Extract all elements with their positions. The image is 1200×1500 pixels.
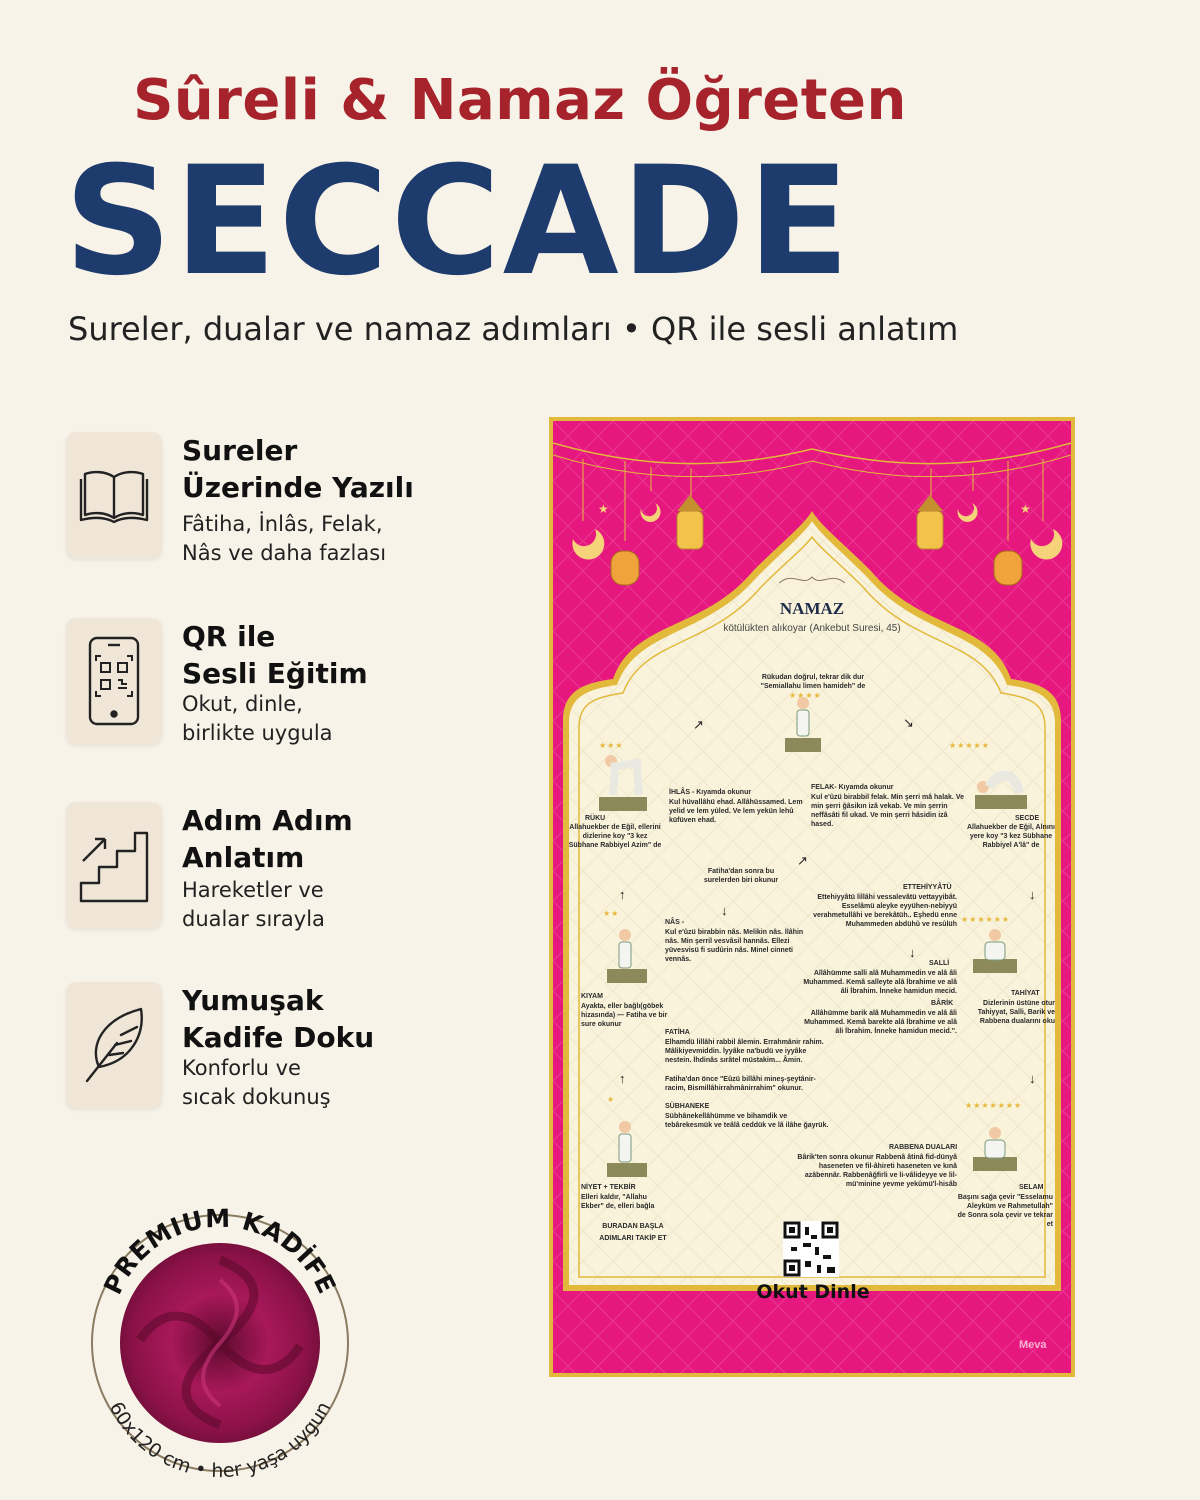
feature-step-by-step xyxy=(66,802,586,932)
subhaneke-text: Sübhânekellâhümme ve bihamdik ve tebârekesmük ve teâlâ ceddük ve lâ ilâhe ğayrük. xyxy=(665,1113,829,1129)
ruku-text: Allahuekber de Eğil, ellerini dizlerine koy "3 kez Sübhane Rabbiyel Azim" de xyxy=(568,824,662,849)
tekbir-title: NİYET + TEKBİR xyxy=(581,1184,636,1191)
arrow-icon: ↓ xyxy=(1029,1071,1036,1086)
mat-subtitle: kötülükten alıkoyar (Ankebut Suresi, 45) xyxy=(723,623,901,634)
prayer-mat xyxy=(549,417,1075,1377)
rabbena-title: RABBENA DUALARI xyxy=(889,1144,958,1151)
feature-desc: Konforlu ve sıcak dokunuş xyxy=(182,1056,331,1109)
arrow-icon: ↓ xyxy=(1029,887,1036,902)
badge-top-text: PREMIUM KADİFE xyxy=(98,1203,342,1299)
step-stars: ★★★ xyxy=(599,741,624,750)
selam-title: SELAM xyxy=(1019,1184,1044,1191)
brand-watermark: Meva xyxy=(1019,1339,1047,1351)
ihlas-title: İHLÂS - Kıyamda okunur xyxy=(669,789,752,796)
felak-text: Kul e'ûzü birabbil felak. Min şerri mâ halak. Ve min şerri ğâsikın izâ vekab. Ve min şerrin neffâsâti fil ukad. Ve min şerri hâsidin izâ hased. xyxy=(811,794,964,828)
nas-text: Kul e'ûzü birabbin nâs. Melikin nâs. İlâhin nâs. Min şerril vesvâsil hannâs. Ellezi yüvesvisü fi sudûrin nâs. Minel cinneti vennâs. xyxy=(665,929,804,963)
svg-text:★: ★ xyxy=(598,502,609,516)
secde-text: Allahuekber de Eğil, Alnını yere koy "3 kez Sübhane Rabbiyel A'lâ" de xyxy=(966,824,1056,849)
step-stars: ★★★★★★★ xyxy=(965,1101,1023,1110)
ettehiyyatu-text: Ettehiyyâtü lillâhi vessalevâtü vettayyibât. Esselâmü aleyke eyyühen-nebiyyü verahmetullâhi ve berekâtüh.. Eşhedü enne Muhammeden abdühû ve resûlüh xyxy=(813,894,957,928)
arrow-icon: ↓ xyxy=(909,945,916,960)
arrow-icon: ↑ xyxy=(619,1071,626,1086)
feature-title: Adım Adım Anlatım xyxy=(182,804,353,874)
salli-text: Allâhümme salli alâ Muhammedin ve alâ âli Muhammed. Kemâ salleyte alâ İbrahime ve alâ âli İbrahim. İnneke hamidun mecid. xyxy=(803,970,957,995)
arrow-icon: ↓ xyxy=(721,903,728,918)
step-stars: ★★★★★ xyxy=(949,741,990,750)
ruku-title: RÜKU xyxy=(585,815,606,822)
step-stars: ★ xyxy=(607,1095,616,1104)
feature-title: Sureler Üzerinde Yazılı xyxy=(182,434,414,504)
qr-label: Okut Dinle xyxy=(756,1281,870,1303)
feather-icon xyxy=(66,982,162,1108)
feature-desc: Hareketler ve dualar sırayla xyxy=(182,878,325,931)
fatiha-text: Elhamdü lillâhi rabbil âlemin. Errahmânir rahim. Mâlikiyevmiddin. İyyâke na'budü ve iyyâke nestein. İhdinâs sırâtel müstakim... Âmin. xyxy=(665,1039,824,1064)
start-here: BURADAN BAŞLA ADIMLARI TAKİP ET xyxy=(599,1223,667,1242)
qr-code xyxy=(783,1221,839,1277)
salli-title: SALLİ xyxy=(929,960,950,967)
subhaneke-title: SÜBHANEKE xyxy=(665,1103,710,1110)
barik-title: BÂRİK xyxy=(931,1000,954,1007)
stairs-icon xyxy=(66,802,162,928)
premium-velvet-badge xyxy=(70,1160,370,1490)
feature-velvet xyxy=(66,982,586,1112)
mat-title: NAMAZ xyxy=(779,599,845,618)
svg-text:★: ★ xyxy=(1020,502,1031,516)
header-kicker: Sûreli & Namaz Öğreten xyxy=(133,68,907,133)
feature-title: Yumuşak Kadife Doku xyxy=(182,984,375,1054)
tahiyat-text: Dizlerinin üstüne otur Tahiyyat, Salli, Barik ve Rabbena dualarını oku xyxy=(977,1000,1055,1025)
step-stars: ★★★★★★ xyxy=(961,915,1011,924)
kiyam-title: KIYAM xyxy=(581,993,603,1000)
step-top-line1: Rükudan doğrul, tekrar dik dur xyxy=(761,674,865,681)
open-book-icon xyxy=(66,432,162,558)
kiyam-text: Ayakta, eller bağlı(göbek hizasında) — Fatiha ve bir sure okunur xyxy=(581,1003,668,1028)
arrow-icon: ↘ xyxy=(903,715,914,730)
fatiha-note: Fatiha'dan sonra bu surelerden biri okunur xyxy=(703,868,779,884)
feature-desc: Fâtiha, İnlâs, Felak, Nâs ve daha fazlası xyxy=(182,512,387,565)
step-stars: ★★ xyxy=(603,909,620,918)
secde-title: SECDE xyxy=(1015,815,1040,822)
header-subtitle: Sureler, dualar ve namaz adımları • QR ile sesli anlatım xyxy=(68,310,959,348)
badge-bottom-text: 60x120 cm • her yaşa uygun xyxy=(104,1398,336,1483)
header-title: SECCADE xyxy=(64,135,852,309)
ihlas-text: Kul hüvallâhü ehad. Allâhüssamed. Lem yelid ve lem yûled. Ve lem yekün lehû küfüven ehad. xyxy=(669,799,803,824)
tahiyat-title: TAHİYAT xyxy=(1011,990,1040,997)
feature-surahs xyxy=(66,432,586,565)
barik-text: Allâhümme barik alâ Muhammedin ve alâ âli Muhammed. Kemâ barekte alâ İbrahime ve alâ âli İbrahim. İnneke hamidun mecid.". xyxy=(804,1010,957,1035)
fatiha-title: FATİHA xyxy=(665,1029,690,1036)
nas-title: NÂS - xyxy=(665,919,685,926)
step-top-line2: "Semiallahu limen hamideh" de xyxy=(760,683,866,690)
arrow-icon: ↗ xyxy=(797,853,808,868)
qr-phone-icon xyxy=(66,618,162,744)
ettehiyyatu-title: ETTEHİYYÂTÜ xyxy=(903,884,952,891)
arrow-icon: ↗ xyxy=(693,717,704,732)
selam-text: Başını sağa çevir "Esselamu Aleyküm ve Rahmetullah" de Sonra sola çevir ve tekrar et xyxy=(957,1194,1053,1228)
arrow-icon: ↑ xyxy=(619,887,626,902)
felak-title: FELAK- Kıyamda okunur xyxy=(811,784,894,791)
step-stars: ★★★★ xyxy=(789,691,822,700)
feature-qr-audio xyxy=(66,618,586,748)
fatiha-before: Fatiha'dan önce "Eûzü billâhi mineş-şeytânir-racim, Bismillâhirrahmânirrahim" okunur. xyxy=(665,1076,816,1092)
tekbir-text: Elleri kaldır, "Allahu Ekber" de, elleri bağla xyxy=(581,1194,655,1210)
feature-desc: Okut, dinle, birlikte uygula xyxy=(182,692,333,745)
rabbena-text: Bârik'ten sonra okunur Rabbenâ âtinâ fid-dünyâ haseneten ve fil-âhireti haseneten ve kınâ azâbennâr. Rabbenâğfirli ve li-vâlideyye ve lil-mü'minine yevme yekûmü'l-hisâb xyxy=(797,1154,957,1188)
feature-title: QR ile Sesli Eğitim xyxy=(182,620,368,690)
